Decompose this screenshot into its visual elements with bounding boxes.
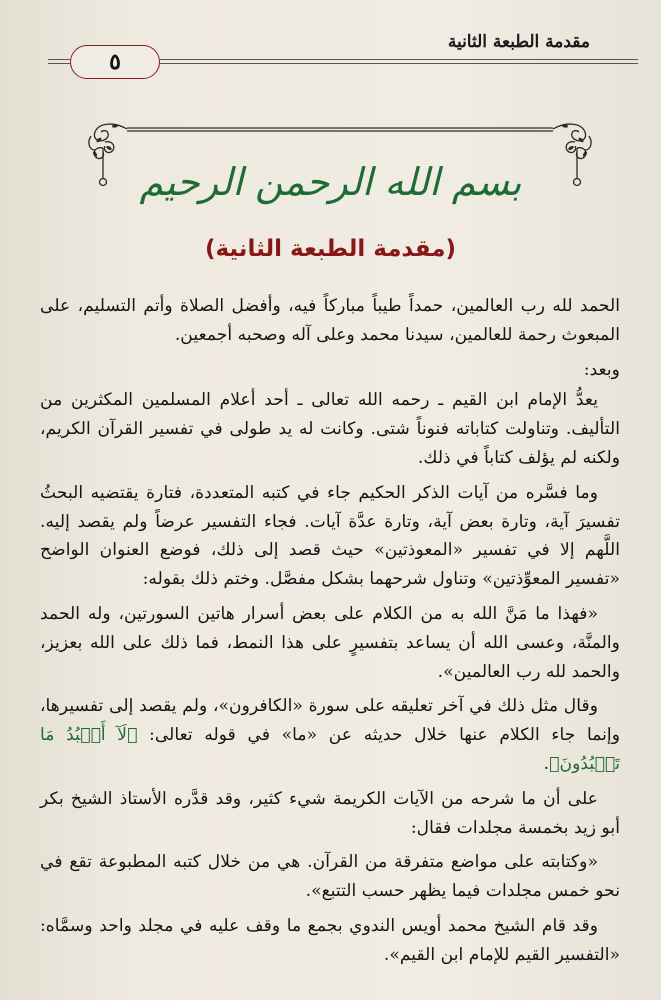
paragraph xyxy=(40,692,620,778)
section-title: (مقدمة الطبعة الثانية) xyxy=(204,236,457,262)
header-rule xyxy=(48,63,70,64)
paragraph: يعدُّ الإمام ابن القيم ـ رحمه الله تعالى ـ أحد أعلام المسلمين المكثرين من التأليف. وتناولت كتاباته فنوناً شتى. وكانت له يد طولى في تفسير القرآن الكريم، ولكنه لم يؤلف كتاباً في ذلك. xyxy=(40,390,620,468)
paragraph: على أن ما شرحه من الآيات الكريمة شيء كثير، وقد قدَّره الأستاذ الشيخ بكر أبو زيد بخمسة مجلدات فقال: xyxy=(40,788,620,838)
header-rule xyxy=(48,59,70,60)
basmala-calligraphy: بسم الله الرحمن الرحيم xyxy=(139,160,522,204)
page-number: ٥ xyxy=(70,45,160,79)
running-header xyxy=(48,28,638,78)
paragraph-text: . xyxy=(543,753,550,774)
quotation-paragraph: «فهذا ما مَنَّ الله به من الكلام على بعض أسرار هاتين السورتين، وله الحمد والمنَّة، وعسى الله أن يساعد بتفسيرٍ على هذا النمط، فما ذلك على الله بعزيز، والحمد لله رب العالمين». xyxy=(40,603,620,682)
paragraph-text: وقال مثل ذلك في آخر تعليقه على سورة «الكافرون»، ولم يقصد إلى تفسيرها، وإنما جاء الكلام عنها خلال حديثه عن «ما» في قوله تعالى: xyxy=(40,696,620,746)
body-text xyxy=(40,292,620,976)
running-header-title: مقدمة الطبعة الثانية xyxy=(447,32,590,52)
paragraph: الحمد لله رب العالمين، حمداً طيباً مباركاً فيه، وأفضل الصلاة وأتم التسليم، على المبعوث رحمة للعالمين، سيدنا محمد وعلى آله وصحبه أجمعين. xyxy=(40,296,620,345)
header-rule xyxy=(160,63,638,64)
paragraph: وقد قام الشيخ محمد أويس الندوي بجمع ما وقف عليه في مجلد واحد وسمَّاه: «التفسير القيم للإمام ابن القيم». xyxy=(40,915,620,965)
quotation-paragraph: «وكتابته على مواضع متفرقة من القرآن. هي من خلال كتبه المطبوعة تقع في نحو خمس مجلدات فيما يظهر حسب التتبع». xyxy=(40,852,620,902)
paragraph: وبعد: xyxy=(583,359,620,380)
header-rule xyxy=(160,59,638,60)
quran-verse: ﴿لَآ أَعۡبُدُ مَا تَعۡبُدُونَ﴾ xyxy=(40,725,620,774)
paragraph: وما فسَّره من آيات الذكر الحكيم جاء في كتبه المتعددة، فتارة يقتضيه البحثُ تفسيرَ آية، وتارة بعض آية، وتارة عدَّة آيات. فجاء التفسير عرضاً ولم يقصد إليه. اللَّهم إلا في تفسير «المعوذتين» حيث قصد إلى ذلك، فوضع العنوان الواضح «تفسير المعوِّذتين» وتناول شرحهما بشكل مفصَّل. وختم ذلك بقوله: xyxy=(40,482,620,590)
